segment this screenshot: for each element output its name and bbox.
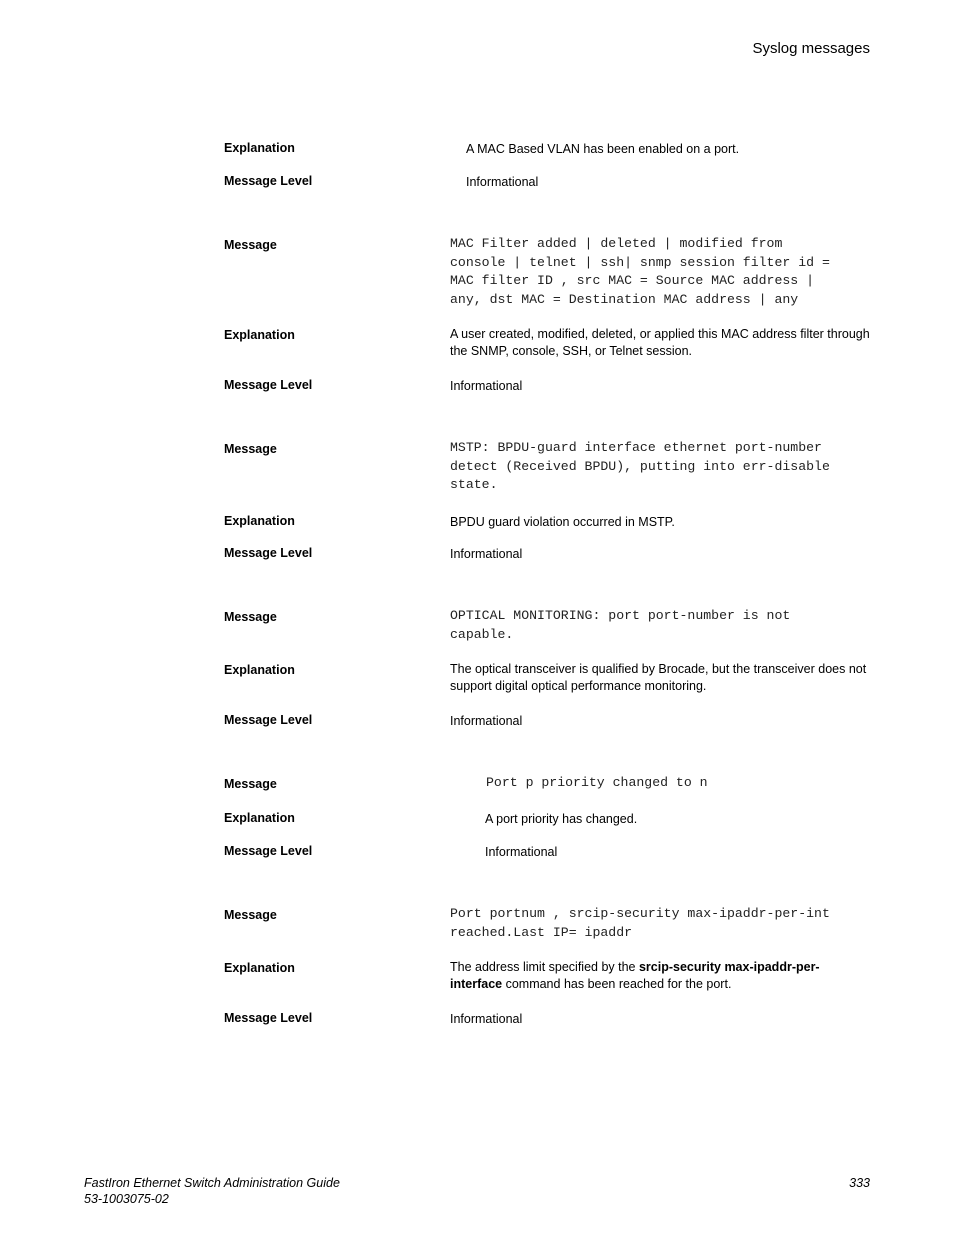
message-level-label: Message Level [224,844,313,858]
message-label: Message [224,442,277,456]
message-level-value: Informational [450,379,523,393]
message-text: MSTP: BPDU-guard interface ethernet port-number detect (Received BPDU), putting into err-disable state. [450,440,830,493]
command-name: srcip-security max-ipaddr-per-interface [450,960,820,991]
message-level-label: Message Level [224,546,313,560]
explanation-label: Explanation [224,514,295,528]
message-label: Message [224,610,277,624]
message-text: MAC Filter added | deleted | modified from console | telnet | ssh| snmp session filter id = MAC filter ID , src MAC = Source MAC address | any, dst MAC = Destination MAC address | any [450,236,830,308]
explanation-text: A MAC Based VLAN has been enabled on a port. [466,142,740,156]
message-level-value: Informational [450,547,523,561]
page-number: 333 [849,1176,870,1190]
explanation-label: Explanation [224,328,295,342]
explanation-text [450,959,850,993]
explanation-text: The optical transceiver is qualified by Brocade, but the transceiver does not support digital optical performance monitoring. [450,662,867,693]
guide-title: FastIron Ethernet Switch Administration Guide [84,1176,340,1190]
explanation-label: Explanation [224,961,295,975]
explanation-text-part: The address limit specified by the [450,960,639,974]
message-level-label: Message Level [224,713,313,727]
message-label: Message [224,908,277,922]
message-level-value: Informational [466,175,539,189]
message-level-value: Informational [485,845,558,859]
explanation-text-part: command has been reached for the port. [502,977,732,991]
explanation-text: BPDU guard violation occurred in MSTP. [450,515,675,529]
message-label: Message [224,238,277,252]
doc-number: 53-1003075-02 [84,1192,169,1206]
message-level-label: Message Level [224,174,313,188]
explanation-label: Explanation [224,141,295,155]
message-level-label: Message Level [224,1011,313,1025]
message-text: OPTICAL MONITORING: port port-number is not capable. [450,608,791,642]
message-level-value: Informational [450,1012,523,1026]
footer-left [84,1175,340,1207]
explanation-text: A port priority has changed. [485,812,638,826]
section-title: Syslog messages [752,40,870,57]
message-text: Port p priority changed to n [486,775,708,790]
message-level-value: Informational [450,714,523,728]
explanation-label: Explanation [224,811,295,825]
message-label: Message [224,777,277,791]
explanation-label: Explanation [224,663,295,677]
message-text: Port portnum , srcip-security max-ipaddr-per-int reached.Last IP= ipaddr [450,906,830,940]
explanation-text: A user created, modified, deleted, or applied this MAC address filter through the SNMP, console, SSH, or Telnet session. [450,327,870,358]
message-level-label: Message Level [224,378,313,392]
